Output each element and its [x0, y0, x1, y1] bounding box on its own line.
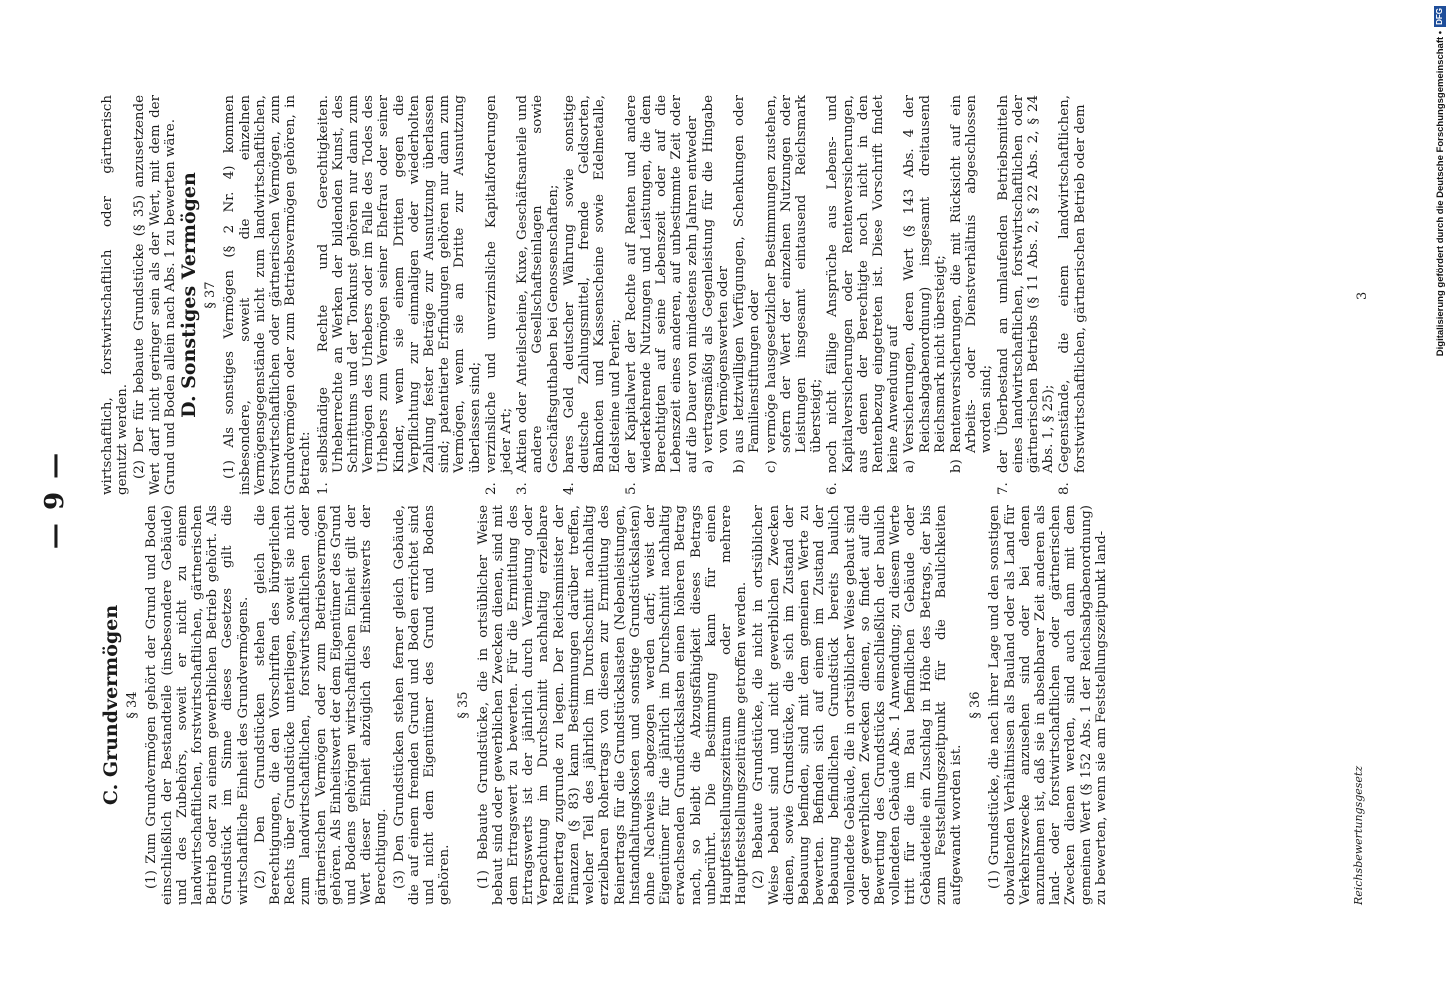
list-text: der Kapitalwert der Rechte auf Renten und andere wiederkehrende Nutzungen und Leistungen, die dem Berechtigten auf seine Lebenszeit oder auf die Lebenszeit eines anderen, auf unbestimmte Zeit oder auf die Dauer von mindestens zehn Jahren entweder: [623, 95, 700, 473]
dfg-logo: DFG: [1435, 8, 1444, 25]
footer-title: Reichsbewertungsgesetz: [1352, 765, 1365, 905]
list-text: noch nicht fällige Ansprüche aus Lebens- und Kapitalversicherungen oder Rentenversicherungen, aus denen der Berechtigte noch nicht in den Rentenbezug eingetreten ist. Diese Vorschrift findet keine Anwendung auf: [825, 95, 902, 473]
list-number: 7.: [995, 482, 1011, 495]
right-column: [100, 95, 1089, 495]
list-number: 4.: [561, 482, 577, 495]
sub-list-letter: b): [948, 459, 964, 473]
list-item: [996, 95, 1057, 495]
list-text: verzinsliche und unverzinsliche Kapitalforderungen jeder Art;: [483, 95, 515, 473]
sub-list-item: [764, 95, 825, 473]
sub-list-text: aus letztwilligen Verfügungen, Schenkungen oder Familienstiftungen oder: [732, 95, 763, 453]
list-item: [515, 95, 561, 495]
paragraph-35-head: § 35: [456, 691, 472, 719]
paragraph-36-2: (2) Der für bebaute Grundstücke (§ 35) anzusetzende Wert darf nicht geringer sein als der Wert, mit dem der Grund und Boden allein nach Abs. 1 zu bewerten wäre.: [132, 95, 178, 495]
paragraph-34-2: (2) Den Grundstücken stehen gleich die Berechtigungen, die den Vorschriften des bürgerlichen Rechts über Grundstücke unterliegen, soweit sie nicht zum landwirtschaftlichen, forstwirtschaftlichen oder gärtnerischen Vermögen oder zum Betriebsvermögen gehören. Als Einheitswert der dem Eigentümer des Grund und Bodens gehörigen wirtschaftlichen Einheit gilt der Wert dieser Einheit abzüglich des Einheitswerts der Berechtigung.: [252, 505, 390, 905]
sub-list-text: vertragsmäßig als Gegenleistung für die Hingabe von Vermögenswerten oder: [700, 95, 731, 453]
sub-list-item: [701, 95, 731, 473]
list-number: 2.: [483, 482, 499, 495]
sub-list-letter: b): [732, 459, 748, 473]
paragraph-37-head: § 37: [203, 281, 219, 309]
digitization-note: [1419, 6, 1446, 996]
list-number: 8.: [1057, 482, 1073, 495]
list-number: 1.: [315, 482, 331, 495]
left-column: [100, 505, 1111, 905]
list-item: [562, 95, 623, 495]
sub-list-item: [902, 95, 948, 473]
sub-list-letter: a): [700, 459, 716, 473]
sub-list-text: vermöge hausgesetzlicher Bestimmungen zustehen, sofern der Wert der einzelnen Nutzungen oder Leistungen insgesamt eintausend Reichsmark übersteigt;: [763, 95, 825, 453]
list-item: [316, 95, 483, 495]
paragraph-35-2: (2) Bebaute Grundstücke, die nicht in ortsüblicher Weise bebaut sind und nicht gewerblichen Zwecken dienen, sowie Grundstücke, die sich im Zustand der Bebauung befinden, sind mit dem gemeinen Werte zu bewerten. Befinden sich auf einem im Zustand der Bebauung befindlichen Grundstück bereits baulich vollendete Gebäude, die in ortsüblicher Weise gebaut sind oder gewerblichen Zwecken dienen, so findet auf die Bewertung des Grundstücks einschließlich der baulich vollendeten Gebäude Abs. 1 Anwendung; zu diesem Werte tritt für die im Bau befindlichen Gebäude oder Gebäudeteile ein Zuschlag in Höhe des Betrags, der bis zum Feststellungszeitpunkt für die Baulichkeiten aufgewandt worden ist.: [751, 505, 964, 905]
sub-list-text: Versicherungen, deren Wert (§ 143 Abs. 4 der Reichsabgabenordnung) insgesamt dreitausend Reichsmark nicht übersteigt;: [902, 95, 948, 453]
list-item: [624, 95, 700, 495]
list-item: [825, 95, 901, 495]
page-number: — 9 —: [40, 450, 70, 550]
paragraph-34-head: § 34: [125, 691, 141, 719]
list-item: [1057, 95, 1087, 495]
list-number: 6.: [825, 482, 841, 495]
footer-sheet-number: 3: [1355, 291, 1370, 300]
list-number: 3.: [515, 482, 531, 495]
digitization-text: Digitalisierung gefördert durch die Deutsche Forschungsgemeinschaft •: [1434, 30, 1446, 357]
sub-list-text: Rentenversicherungen, die mit Rücksicht auf ein Arbeits- oder Dienstverhältnis abgeschlossen worden sind;: [948, 95, 995, 453]
sub-list-letter: a): [902, 459, 918, 473]
sub-list-item: [949, 95, 995, 473]
list-text: Gegenstände, die einem landwirtschaftlichen, forstwirtschaftlichen, gärtnerischen Betrieb oder dem: [1057, 95, 1088, 473]
list-item: [484, 95, 514, 495]
list-text: selbständige Rechte und Gerechtigkeiten. Urheberrechte an Werken der bildenden Kunst, des Schrifttums und der Tonkunst gehören nur dann zum Vermögen des Urhebers oder im Falle des Todes des Urhebers zum Vermögen seiner Ehefrau oder seiner Kinder, wenn sie einem Dritten gegen die Verpflichtung zur einmaligen oder wiederholten Zahlung fester Beträge zur Ausnutzung überlassen sind; patentierte Erfindungen gehören nur dann zum Vermögen, wenn sie an Dritte zur Ausnutzung überlassen sind;: [315, 95, 483, 473]
list-number: 5.: [623, 482, 639, 495]
sub-list-letter: c): [763, 460, 779, 473]
paragraph-36-head: § 36: [968, 691, 984, 719]
list-text: Aktien oder Anteilscheine, Kuxe, Geschäftsanteile und andere Gesellschaftseinlagen sowie Geschäftsguthaben bei Genossenschaften;: [515, 95, 561, 473]
list-text: der Überbestand an umlaufenden Betriebsmitteln eines landwirtschaftlichen, forstwirtschaftlichen oder gärtnerischen Betriebs (§ 11 Abs. 2, § 22 Abs. 2, § 24 Abs. 1, § 25);: [995, 95, 1057, 473]
paragraph-37-1: (1) Als sonstiges Vermögen (§ 2 Nr. 4) kommen insbesondere, soweit die einzelnen Vermögensgegenstände nicht zum landwirtschaftlichen, forstwirtschaftlichen oder gärtnerischen Vermögen, zum Grundvermögen oder zum Betriebsvermögen gehören, in Betracht:: [222, 95, 314, 495]
paragraph-34-3: (3) Den Grundstücken stehen ferner gleich Gebäude, die auf einem fremden Grund und Boden errichtet sind und nicht dem Eigentümer des Grund und Bodens gehören.: [391, 505, 453, 905]
sub-list-item: [732, 95, 762, 473]
paragraph-36-1: (1) Grundstücke, die nach ihrer Lage und den sonstigen obwaltenden Verhältnissen als Bauland oder als Land für Verkehrszwecke anzusehen sind oder bei denen anzunehmen ist, daß sie in absehbarer Zeit anderen als land- oder forstwirtschaftlichen oder gärtnerischen Zwecken dienen werden, sind auch dann mit dem gemeinen Wert (§ 152 Abs. 1 der Reichsabgabenordnung) zu bewerten, wenn sie am Feststellungszeitpunkt land-: [987, 505, 1109, 905]
paragraph-34-1: (1) Zum Grundvermögen gehört der Grund und Boden einschließlich der Bestandteile (insbesondere Gebäude) und des Zubehörs, soweit er nicht zu einem landwirtschaftlichen, forstwirtschaftlichen, gärtnerischen Betrieb oder zu einem gewerblichen Betrieb gehört. Als Grundstück im Sinne dieses Gesetzes gilt die wirtschaftliche Einheit des Grundvermögens.: [144, 505, 251, 905]
section-title-c: C. Grundvermögen: [100, 604, 122, 806]
section-title-d: D. Sonstiges Vermögen: [178, 172, 201, 418]
continuation-text: wirtschaftlich, forstwirtschaftlich oder gärtnerisch genutzt werden.: [100, 95, 131, 495]
paragraph-35-1: (1) Bebaute Grundstücke, die in ortsüblicher Weise bebaut sind oder gewerblichen Zwecken dienen, sind mit dem Ertragswert zu bewerten. Für die Ermittlung des Ertragswerts ist der jährlich durch Vermietung oder Verpachtung im Durchschnitt nachhaltig erzielbare Reinertrag zugrunde zu legen. Der Reichsminister der Finanzen (§ 83) kann Bestimmungen darüber treffen, welcher Teil des jährlich im Durchschnitt nachhaltig erzielbaren Rohertrags von diesem zur Ermittlung des Reinertrags für die Grundstückslasten (Nebenleistungen, Instandhaltungskosten und sonstige Grundstückslasten) ohne Nachweis abgezogen werden darf; weist der Eigentümer für die jährlich im Durchschnitt nachhaltig erwachsenden Grundstückslasten einen höheren Betrag nach, so bleibt die Abzugsfähigkeit dieses Betrags unberührt. Die Bestimmung kann für einen Hauptfeststellungszeitraum oder mehrere Hauptfeststellungszeiträume getroffen werden.: [475, 505, 750, 905]
list-text: bares Geld deutscher Währung sowie sonstige deutsche Zahlungsmittel, fremde Geldsorten, Banknoten und Kassenscheine sowie Edelmetalle, Edelsteine und Perlen;: [561, 95, 623, 473]
